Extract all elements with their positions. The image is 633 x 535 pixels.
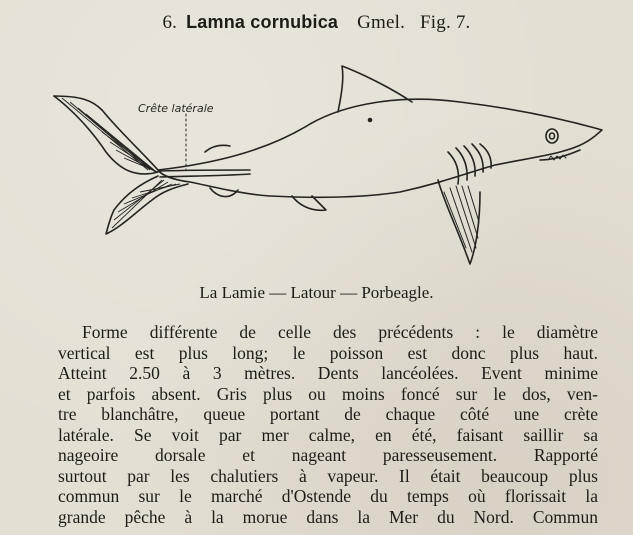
paragraph-line: tre blanchâtre, queue portant de chaque côté une crète bbox=[58, 404, 598, 424]
species-heading bbox=[0, 12, 633, 34]
shark-eye bbox=[546, 129, 558, 143]
paragraph-line: commun sur le marché d'Ostende du temps où florissait la bbox=[58, 486, 598, 506]
species-number: 6. bbox=[162, 12, 178, 33]
figure-reference: Fig. 7. bbox=[420, 12, 471, 33]
paragraph-line: nageoire dorsale et nageant paresseusement. Rapporté bbox=[58, 445, 598, 465]
paragraph-line: Atteint 2.50 à 3 mètres. Dents lancéolées. Event minime bbox=[58, 363, 598, 383]
paragraph-line: vertical est plus long; le poisson est donc plus haut. bbox=[58, 342, 598, 363]
paragraph-line: Forme différente de celle des précédents : le diamètre bbox=[82, 322, 598, 342]
dorsal-fin bbox=[338, 66, 412, 112]
paragraph-line: grande pêche à la morue dans la Mer du Nord. Commun bbox=[58, 506, 598, 527]
species-author: Gmel. bbox=[357, 12, 406, 33]
shark-illustration bbox=[40, 52, 620, 272]
lateral-keel-label: Crête latérale bbox=[138, 102, 214, 115]
species-name: Lamna cornubica bbox=[186, 12, 339, 32]
paragraph-line: surtout par les chalutiers à vapeur. Il était beaucoup plus bbox=[58, 465, 598, 486]
paragraph-line: et parfois absent. Gris plus ou moins foncé sur le dos, ven- bbox=[58, 383, 598, 404]
description-paragraph bbox=[58, 322, 598, 527]
shark-body-outline bbox=[158, 99, 602, 197]
figure-caption: La Lamie — Latour — Porbeagle. bbox=[199, 283, 434, 302]
paragraph-line: latérale. Se voit par mer calme, en été, faisant saillir sa bbox=[58, 424, 598, 445]
